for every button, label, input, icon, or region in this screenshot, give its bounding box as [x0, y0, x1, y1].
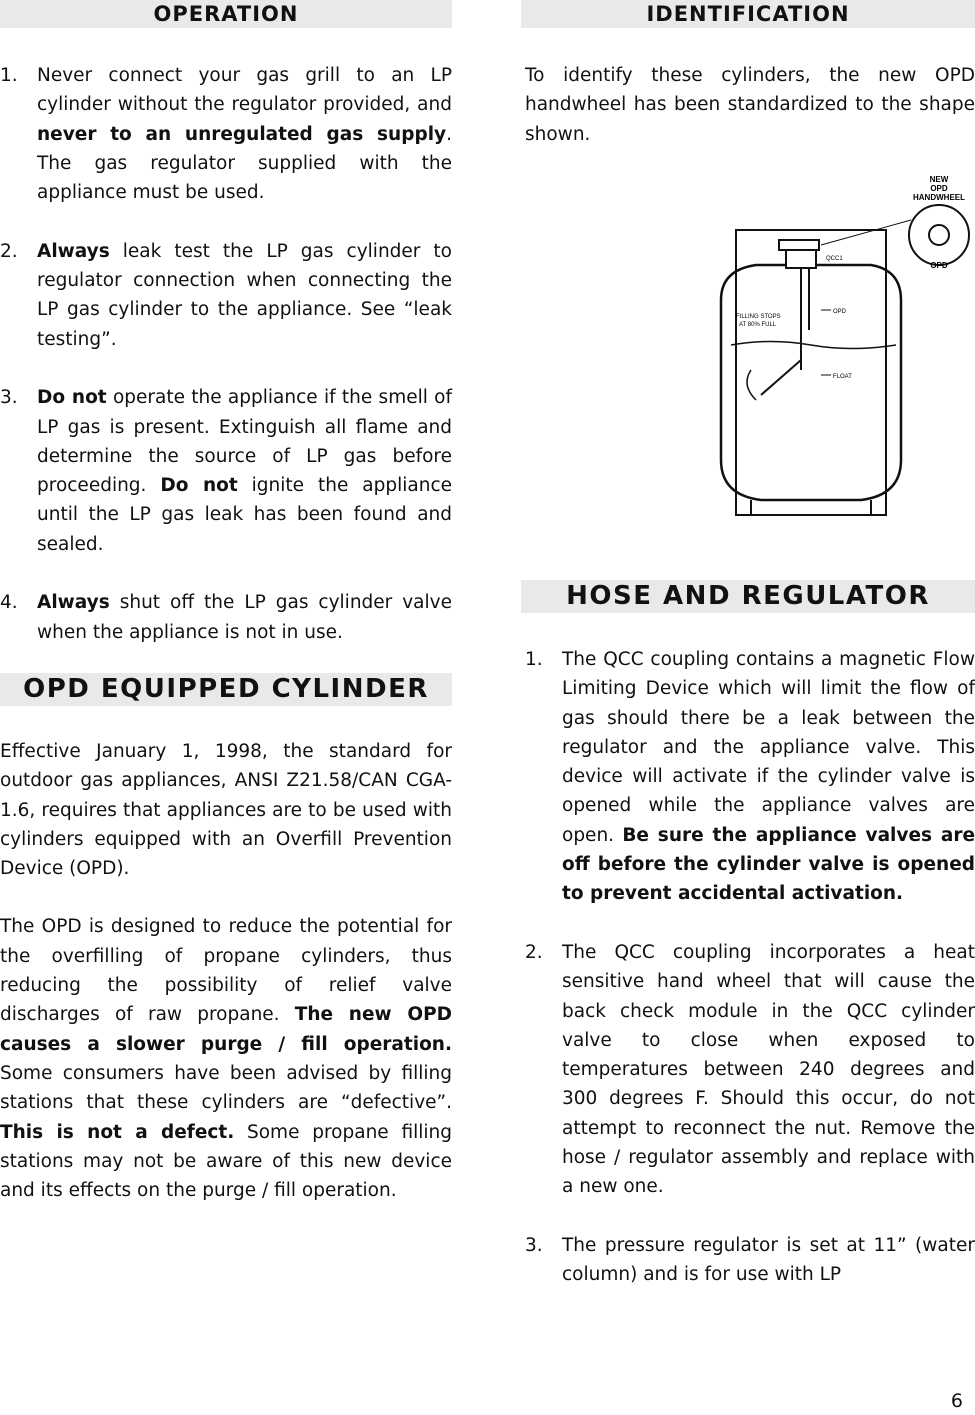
label-filling-80: AT 80% FULL — [739, 322, 777, 328]
operation-list — [0, 61, 452, 647]
item-bold-text: Do not — [160, 475, 238, 497]
item-text: The pressure regulator is set at 11” (water column) and is for use with LP — [562, 1234, 975, 1286]
label-handwheel: HANDWHEEL — [913, 193, 965, 202]
item-bold-text: Do not — [37, 387, 107, 409]
para-bold-text: This is not a defect. — [0, 1121, 235, 1143]
opd-heading: OPD EQUIPPED CYLINDER — [0, 673, 452, 706]
handwheel-icon — [909, 205, 969, 265]
item-number: 1. — [525, 649, 543, 670]
valve-top — [779, 240, 819, 250]
item-text: The QCC coupling contains a magnetic Flow Limiting Device which will limit the flow of gas should there be a leak between the regulator and the appliance valve. This device will activate if the cylinder valve is opened while the appliance valves are open. — [562, 649, 975, 846]
item-number: 2. — [525, 941, 543, 963]
opd-paragraph-2 — [0, 912, 452, 1205]
para-text: The OPD is designed to reduce the potential for the overfilling of propane cylinders, thus reducing the possibility of relief valve discharges of raw propane. — [0, 916, 452, 1026]
item-bold-text: never to an unregulated gas supply — [37, 123, 447, 145]
item-text: The QCC coupling incorporates a heat sensitive hand wheel that will cause the back check module in the QCC cylinder valve to close when exposed to temperatures between 240 degrees and 300 degrees F. Should this occur, do not attempt to reconnect the nut. Remove the hose / regulator assembly and replace with a new one. — [562, 941, 975, 1198]
label-opd-arrow: OPD — [833, 309, 847, 315]
figure-frame — [736, 230, 886, 515]
operation-item-2 — [0, 237, 452, 354]
operation-item-1 — [0, 61, 452, 207]
operation-item-4 — [0, 588, 452, 647]
label-new: NEW — [929, 175, 949, 184]
item-text: operate the appliance if the smell of LP gas is present. Extinguish all flame and determine the source of LP gas before proceeding. — [37, 387, 452, 497]
item-bold-text: Be sure the appliance valves are off before the cylinder valve is opened to prevent accidental activation. — [562, 824, 975, 905]
hose-item-1 — [525, 645, 975, 909]
right-column — [521, 0, 975, 1286]
para-text: Some consumers have been advised by filling stations that these cylinders are “defective”. — [0, 1062, 452, 1114]
operation-heading: OPERATION — [0, 0, 452, 28]
label-float: FLOAT — [833, 374, 852, 380]
hose-item-3 — [525, 1231, 975, 1290]
item-bold-text: Always — [37, 592, 110, 614]
hose-regulator-heading: HOSE AND REGULATOR — [521, 580, 975, 613]
label-qcc: QCC1 — [826, 256, 843, 262]
hose-list — [525, 645, 975, 1319]
identification-paragraph: To identify these cylinders, the new OPD handwheel has been standardized to the shape shown. — [525, 65, 975, 145]
label-wheel-opd: OPD — [930, 261, 948, 270]
item-text: shut off the LP gas cylinder valve when the appliance is not in use. — [37, 592, 452, 643]
para-bold-text: The new OPD causes a slower purge / fill operation. — [0, 1004, 452, 1055]
item-text: leak test the LP gas cylinder to regulator connection when connecting the LP gas cylinder to the appliance. See “leak testing”. — [37, 240, 452, 350]
opd-paragraph-1: Effective January 1, 1998, the standard for outdoor gas appliances, ANSI Z21.58/CAN CGA-1.6, requires that appliances are to be used with cylinders equipped with an Overfill Prevention Device (OPD). — [0, 740, 452, 880]
item-text: Never connect your gas grill to an LP cylinder without the regulator provided, and — [37, 65, 452, 116]
para-text: Some propane filling stations may not be aware of this new device and its effects on the purge / fill operation. — [0, 1121, 452, 1202]
item-bold-text: Always — [37, 240, 110, 262]
valve-body — [786, 250, 816, 268]
page-number: 6 — [950, 1390, 963, 1412]
item-number: 2. — [0, 240, 18, 262]
item-number: 3. — [525, 1234, 543, 1256]
left-column — [0, 0, 452, 1205]
identification-heading: IDENTIFICATION — [521, 0, 975, 28]
item-number: 3. — [0, 387, 18, 409]
label-filling-stops: FILLING STOPS — [736, 314, 781, 320]
operation-item-3 — [0, 383, 452, 559]
label-opd: OPD — [930, 184, 948, 193]
opd-cylinder-figure — [681, 160, 975, 530]
item-number: 1. — [0, 65, 18, 86]
item-text: . The gas regulator supplied with the appliance must be used. — [37, 123, 452, 204]
hose-item-2 — [525, 938, 975, 1202]
item-number: 4. — [0, 592, 18, 614]
item-text: ignite the appliance until the LP gas leak has been found and sealed. — [37, 475, 453, 555]
